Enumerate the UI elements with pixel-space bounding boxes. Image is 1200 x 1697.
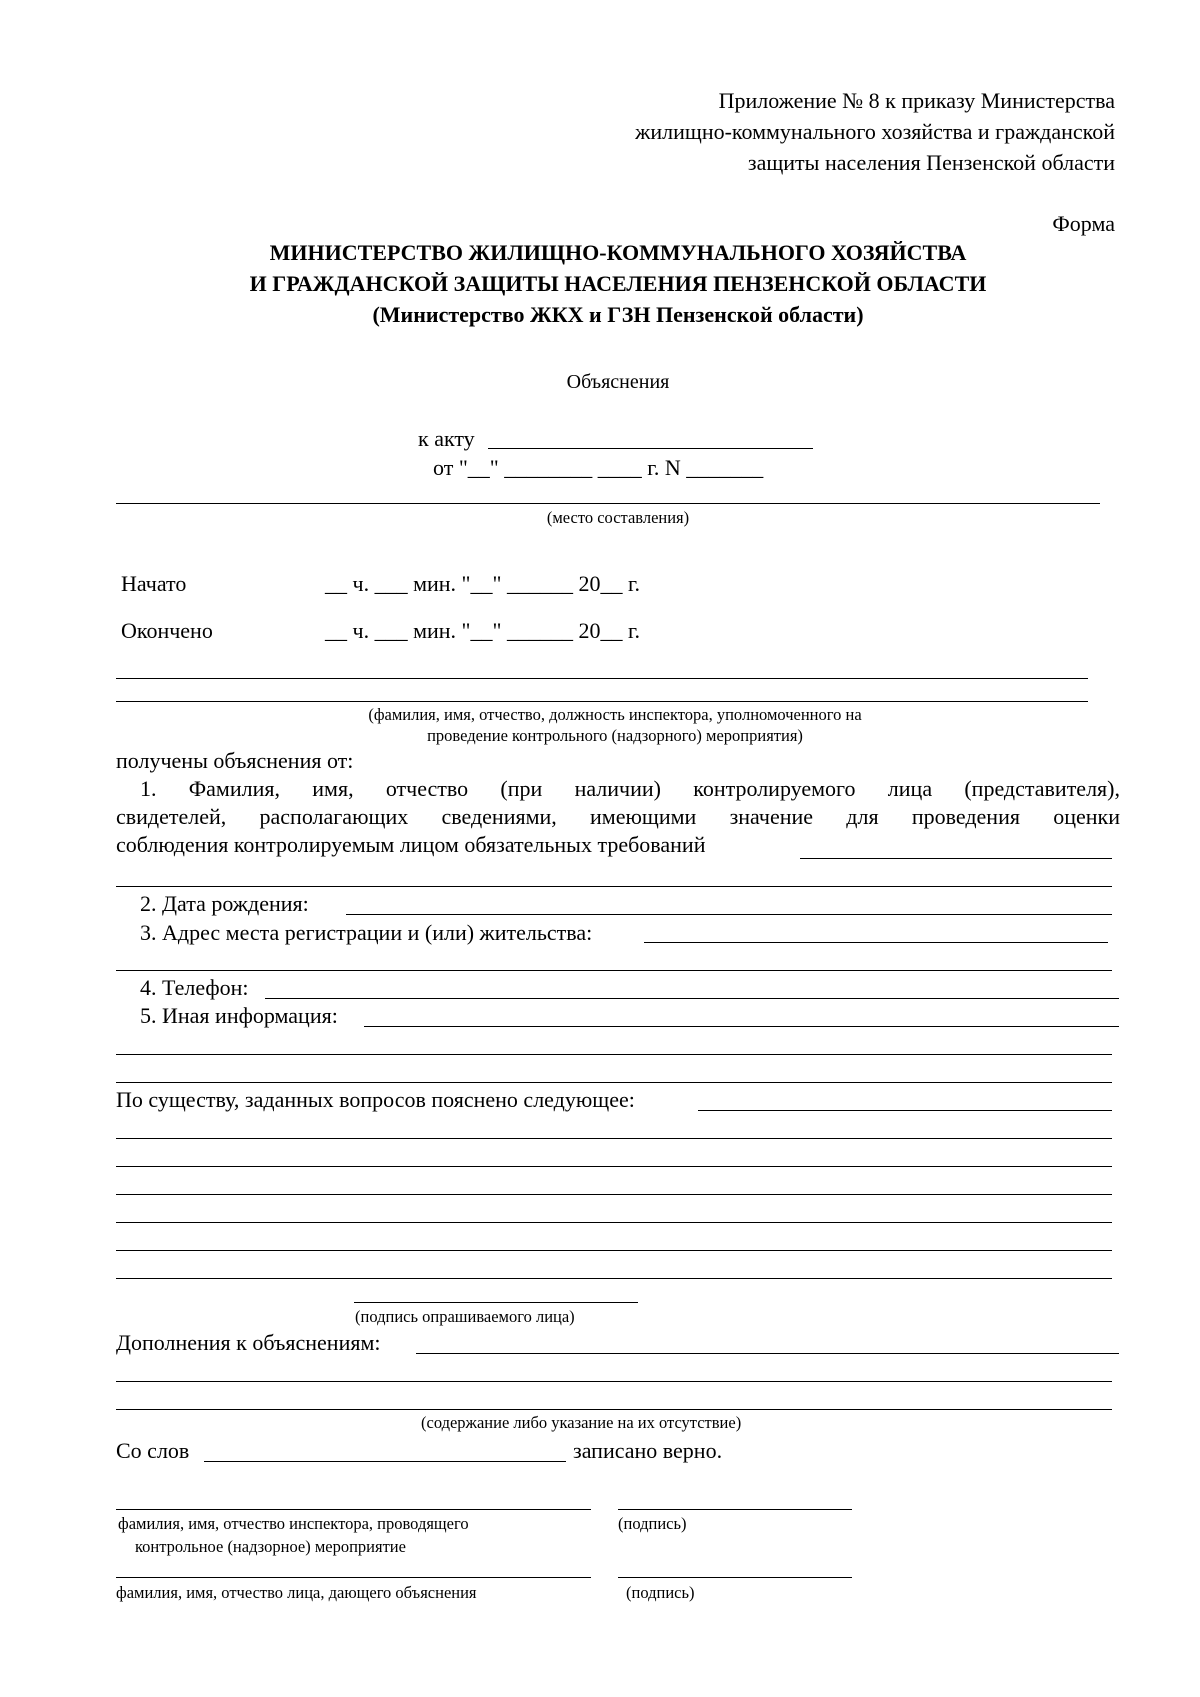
essence-extra-line-5	[116, 1250, 1112, 1251]
started-value: __ ч. ___ мин. "__" ______ 20__ г.	[325, 571, 641, 596]
other-info-extra-line-2	[116, 1082, 1112, 1083]
item-4-label: 4. Телефон:	[140, 975, 249, 1000]
inspector-signature-caption: (подпись)	[618, 1514, 687, 1533]
item-1-line-3: соблюдения контролируемым лицом обязательных требований	[116, 832, 706, 857]
title-line-2: И ГРАЖДАНСКОЙ ЗАЩИТЫ НАСЕЛЕНИЯ ПЕНЗЕНСКОЙ ОБЛАСТИ	[249, 271, 987, 296]
additions-caption: (содержание либо указание на их отсутствие)	[421, 1413, 742, 1432]
inspector-caption-2: проведение контрольного (надзорного) мероприятия)	[427, 726, 803, 745]
act-label: к акту	[418, 426, 475, 451]
essence-extra-line-6	[116, 1278, 1112, 1279]
inspector-caption-1: (фамилия, имя, отчество, должность инспектора, уполномоченного на	[368, 705, 862, 724]
interviewee-name-caption: фамилия, имя, отчество лица, дающего объяснения	[116, 1583, 477, 1602]
address-line	[644, 942, 1108, 943]
words-prefix: Со слов	[116, 1438, 190, 1463]
place-line	[116, 503, 1100, 504]
document-name: Объяснения	[566, 371, 670, 393]
interviewee-signature-line	[354, 1302, 638, 1303]
essence-extra-line-3	[116, 1194, 1112, 1195]
title-line-1: МИНИСТЕРСТВО ЖИЛИЩНО-КОММУНАЛЬНОГО ХОЗЯЙСТВА	[269, 240, 967, 265]
interviewee-signature-caption: (подпись опрашиваемого лица)	[355, 1307, 575, 1326]
words-line	[204, 1461, 566, 1462]
place-caption: (место составления)	[546, 508, 690, 527]
inspector-line-1	[116, 678, 1088, 679]
inspector-name-caption-2: контрольное (надзорное) мероприятие	[135, 1537, 406, 1556]
essence-line	[698, 1110, 1112, 1111]
item-5-label: 5. Иная информация:	[140, 1003, 338, 1028]
item-1-extra-line	[116, 886, 1112, 887]
interviewee-name-line	[116, 1577, 591, 1578]
act-date: от "__" ________ ____ г. N _______	[433, 455, 764, 480]
inspector-signature-line	[618, 1509, 852, 1510]
title-line-3: (Министерство ЖКХ и ГЗН Пензенской области)	[372, 302, 864, 327]
inspector-name-line	[116, 1509, 591, 1510]
words-suffix: записано верно.	[573, 1438, 723, 1463]
additions-extra-line-1	[116, 1381, 1112, 1382]
essence-extra-line-4	[116, 1222, 1112, 1223]
started-label: Начато	[121, 571, 187, 596]
header-line-3: защиты населения Пензенской области	[747, 150, 1115, 175]
birthdate-line	[346, 914, 1112, 915]
interviewee-final-signature-line	[618, 1577, 852, 1578]
additions-label: Дополнения к объяснениям:	[116, 1330, 381, 1355]
interviewee-final-signature-caption: (подпись)	[626, 1583, 695, 1602]
additions-extra-line-2	[116, 1409, 1112, 1410]
finished-label: Окончено	[121, 618, 213, 643]
item-1-line-1: 1. Фамилия, имя, отчество (при наличии) контролируемого лица (представителя),	[140, 776, 1120, 801]
item-1-line-2: свидетелей, располагающих сведениями, имеющими значение для проведения оценки	[116, 804, 1120, 829]
essence-extra-line-2	[116, 1166, 1112, 1167]
requirements-line	[800, 858, 1112, 859]
header-line-2: жилищно-коммунального хозяйства и гражданской	[635, 119, 1115, 144]
form-label: Форма	[1052, 211, 1115, 236]
essence-extra-line-1	[116, 1138, 1112, 1139]
header-line-1: Приложение № 8 к приказу Министерства	[718, 88, 1115, 113]
essence-label: По существу, заданных вопросов пояснено следующее:	[116, 1087, 635, 1112]
other-info-extra-line-1	[116, 1054, 1112, 1055]
other-info-line	[364, 1026, 1119, 1027]
finished-value: __ ч. ___ мин. "__" ______ 20__ г.	[325, 618, 641, 643]
item-3-label: 3. Адрес места регистрации и (или) жительства:	[140, 920, 593, 945]
inspector-line-2	[116, 701, 1088, 702]
act-number-line	[488, 448, 813, 449]
received-from: получены объяснения от:	[116, 748, 354, 773]
inspector-name-caption-1: фамилия, имя, отчество инспектора, проводящего	[118, 1514, 469, 1533]
additions-line	[416, 1353, 1119, 1354]
item-2-label: 2. Дата рождения:	[140, 891, 309, 916]
address-extra-line	[116, 970, 1112, 971]
phone-line	[265, 998, 1119, 999]
